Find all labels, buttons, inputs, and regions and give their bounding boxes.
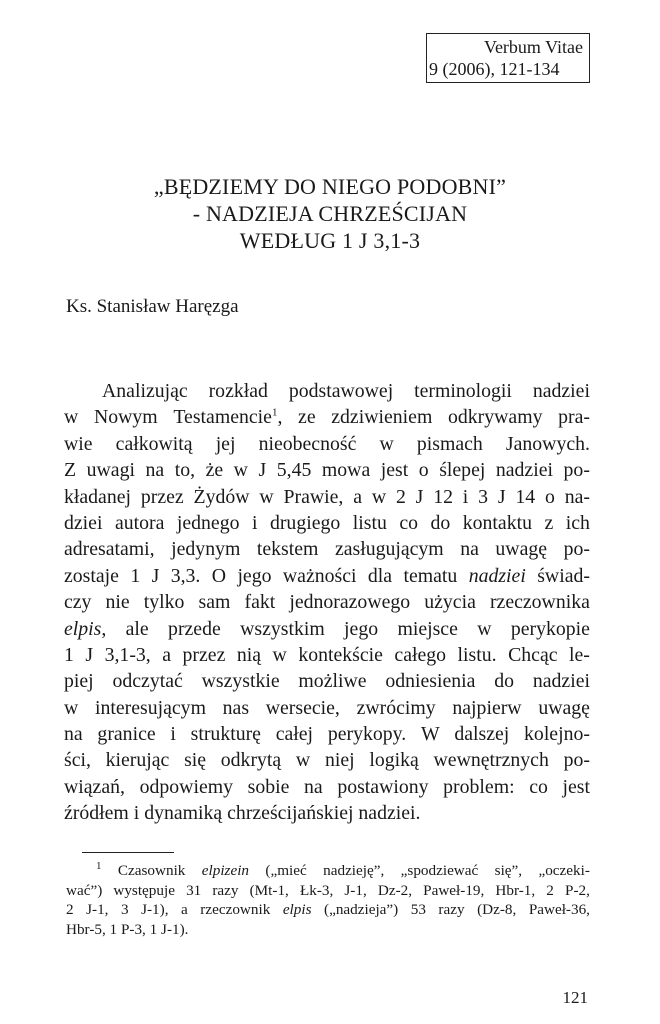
body-line: Z uwagi na to, że w J 5,45 mowa jest o ślepej nadziei po- [64, 459, 590, 482]
body-text [64, 378, 590, 827]
title-line: „BĘDZIEMY DO NIEGO PODOBNI” [153, 174, 507, 199]
body-line: źródłem i dynamiką chrześcijańskiej nadziei. [64, 802, 421, 825]
journal-name: Verbum Vitae [483, 37, 583, 57]
page-number: 121 [562, 988, 588, 1007]
journal-citation: 9 (2006), 121-134 [429, 59, 560, 79]
footnote-divider [82, 852, 174, 853]
body-line: dziei autora jednego i drugiego listu co do kontaktu z ich [64, 511, 590, 534]
body-line: Analizując rozkład podstawowej terminologii nadziei [102, 380, 590, 402]
article-title [0, 173, 660, 254]
footnote-marker: 1 [96, 859, 102, 872]
body-line: zostaje 1 J 3,3. O jego ważności dla tematu nadziei świad- [64, 564, 590, 587]
body-line: w Nowym Testamencie$^1$, ze zdziwieniem odkrywamy pra- [64, 406, 590, 429]
body-line: wie całkowitą jej nieobecność w pismach Janowych. [64, 432, 590, 455]
footnote [66, 861, 590, 939]
body-line: piej odczytać wszystkie możliwe odniesienia do nadziei [64, 670, 590, 693]
footnote-line: 2 J-1, 3 J-1), a rzeczownik elpis („nadzieja”) 53 razy (Dz-8, Paweł-36, [66, 901, 590, 919]
citation-box [426, 33, 590, 83]
footnote-ref[interactable]: 1 [271, 406, 278, 419]
footnote-line: $^1$ Czasownik elpizein („mieć nadzieję”, „spodziewać się”, „oczeki- [96, 859, 590, 879]
body-line: elpis, ale przede wszystkim jego miejsce w perykopie [64, 617, 590, 640]
body-line: adresatami, jedynym tekstem zasługującym na uwagę po- [64, 538, 590, 561]
body-line: na granice i strukturę całej perykopy. W dalszej kolejno- [64, 723, 590, 746]
footnote-line: wać”) występuje 31 razy (Mt-1, Łk-3, J-1, Dz-2, Paweł-19, Hbr-1, 2 P-2, [66, 881, 590, 899]
title-line: WEDŁUG 1 J 3,1-3 [239, 228, 421, 253]
body-line: w interesującym nas wersecie, zwrócimy najpierw uwagę [64, 696, 590, 719]
body-line: kładanej przez Żydów w Prawie, a w 2 J 12 i 3 J 14 o na- [64, 485, 590, 508]
author-name: Ks. Stanisław Haręzga [66, 296, 239, 317]
body-line: ści, kierując się odkrytą w niej logiką wewnętrznych po- [64, 749, 590, 772]
body-line: wiązań, odpowiemy sobie na postawiony problem: co jest [64, 775, 590, 798]
body-line: czy nie tylko sam fakt jednorazowego użycia rzeczownika [64, 591, 590, 614]
title-line: - NADZIEJA CHRZEŚCIJAN [192, 201, 468, 226]
footnote-line: Hbr-5, 1 P-3, 1 J-1). [66, 920, 189, 938]
body-line: 1 J 3,1-3, a przez nią w kontekście całego listu. Chcąc le- [64, 643, 590, 666]
